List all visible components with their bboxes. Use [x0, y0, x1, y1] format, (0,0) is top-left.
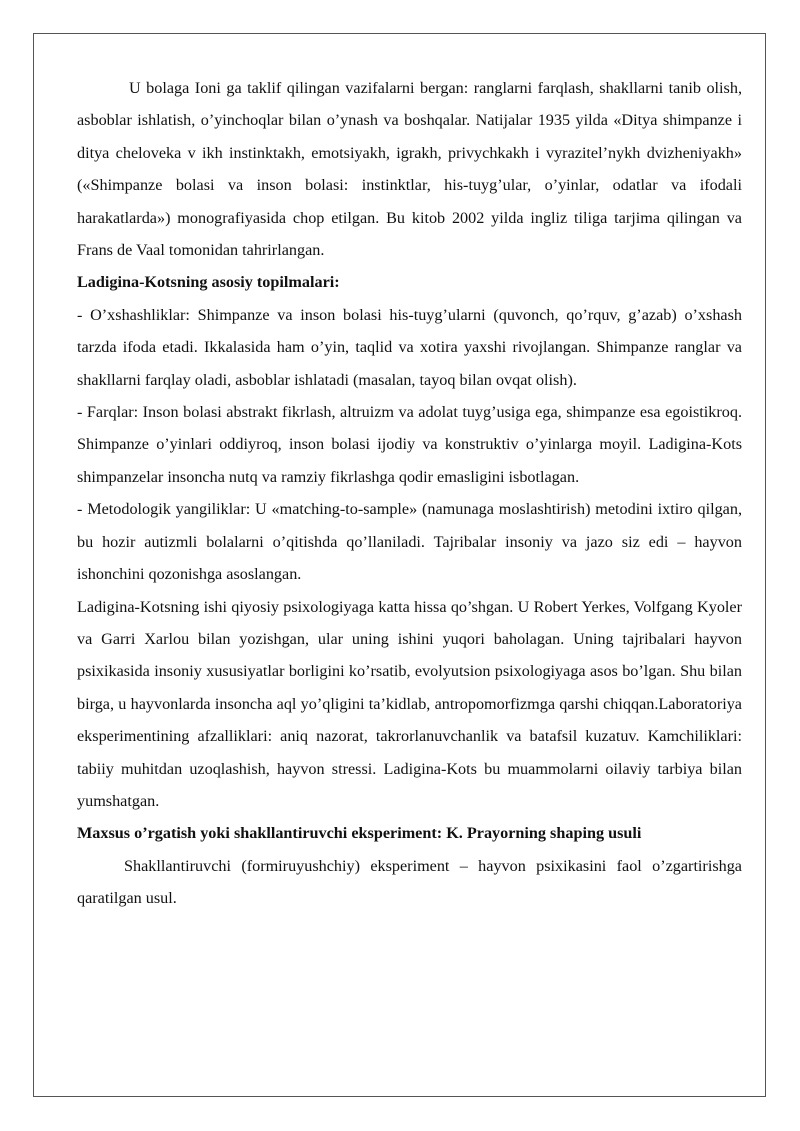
- section-heading-shaping: Maxsus o’rgatish yoki shakllantiruvchi eksperiment: K. Prayorning shaping usuli: [77, 824, 642, 843]
- list-item-differences: - Farqlar: Inson bolasi abstrakt fikrlash, altruizm va adolat tuyg’usiga ega, shimpanze esa egoistikroq. Shimpanze o’yinlari oddiyroq, inson bolasi ijodiy va konstruktiv o’yinlarga moyil. Ladigina-Kots shimpanzelar insoncha nutq va ramziy fikrlashga qodir emasligini isbotlagan.: [77, 403, 742, 486]
- section-heading-findings: Ladigina-Kotsning asosiy topilmalari:: [77, 273, 340, 292]
- document-body: [77, 72, 742, 915]
- paragraph-contribution: Ladigina-Kotsning ishi qiyosiy psixologiyaga katta hissa qo’shgan. U Robert Yerkes, Volfgang Kyoler va Garri Xarlou bilan yozishgan, ular uning ishini yuqori baholagan. Uning tajribalari hayvon psixikasida insoniy xususiyatlar borligini ko’rsatib, evolyutsion psixologiyaga asos bo’lgan. Shu bilan birga, u hayvonlarda insoncha aql yo’qligini ta’kidlab, antropomorfizmga qarshi chiqqan.Laboratoriya eksperimentining afzalliklari: aniq nazorat, takrorlanuvchanlik va batafsil kuzatuv. Kamchiliklari: tabiiy muhitdan uzoqlashish, hayvon stressi. Ladigina-Kots bu muammolarni oilaviy tarbiya bilan yumshatgan.: [77, 597, 742, 810]
- paragraph-intro: U bolaga Ioni ga taklif qilingan vazifalarni bergan: ranglarni farqlash, shakllarni tanib olish, asboblar ishlatish, o’yinchoqlar bilan o’ynash va boshqalar. Natijalar 1935 yilda «Ditya shimpanze i ditya cheloveka v ikh instinktakh, emotsiyakh, igrakh, privychkakh i vyrazitel’nykh dvizheniyakh» («Shimpanze bolasi va inson bolasi: instinktlar, his-tuyg’ular, o’yinlar, odatlar va ifodali harakatlarda») monografiyasida chop etilgan. Bu kitob 2002 yilda ingliz tiliga tarjima qilingan va Frans de Vaal tomonidan tahrirlangan.: [77, 79, 742, 260]
- paragraph-shaping-definition: Shakllantiruvchi (formiruyushchiy) eksperiment – hayvon psixikasini faol o’zgartirishga qaratilgan usul.: [77, 856, 742, 908]
- list-item-similarities: - O’xshashliklar: Shimpanze va inson bolasi his-tuyg’ularni (quvonch, qo’rquv, g’azab) o’xshash tarzda ifoda etadi. Ikkalasida ham o’yin, taqlid va xotira yaxshi rivojlangan. Shimpanze ranglar va shakllarni farqlay oladi, asboblar ishlatadi (masalan, tayoq bilan ovqat olish).: [77, 305, 742, 389]
- list-item-methodology: - Metodologik yangiliklar: U «matching-to-sample» (namunaga moslashtirish) metodini ixtiro qilgan, bu hozir autizmli bolalarni o’qitishda qo’llaniladi. Tajribalar insoniy va jazo siz edi – hayvon ishonchini qozonishga asoslangan.: [77, 500, 742, 584]
